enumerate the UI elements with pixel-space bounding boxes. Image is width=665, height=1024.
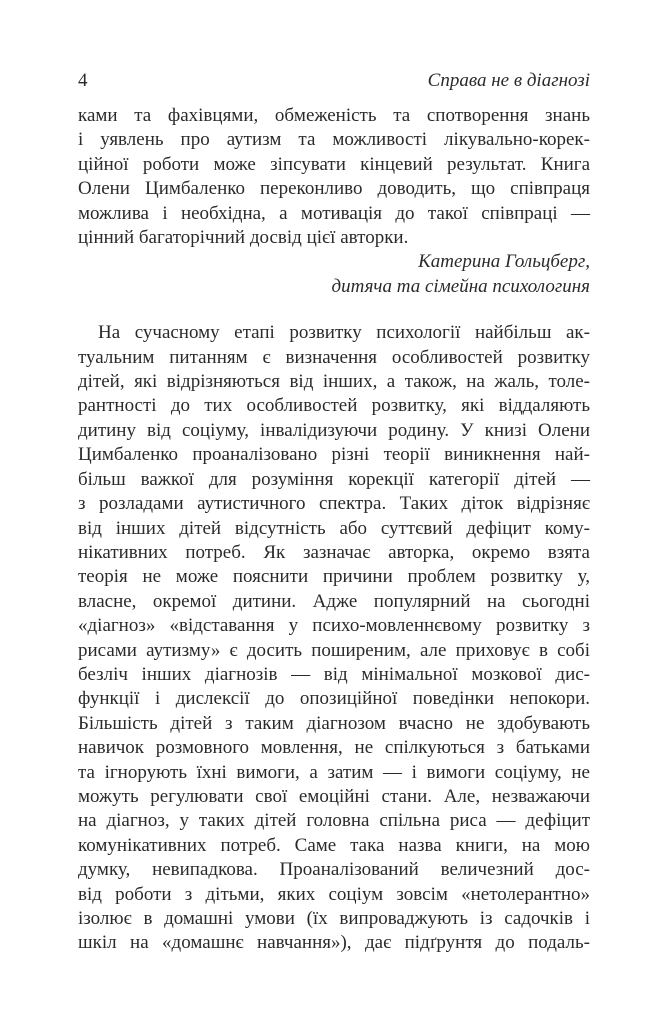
text-line: туальним питанням є визначення особливостей розвитку bbox=[78, 346, 590, 368]
text-line: власне, окремої дитини. Адже популярний на сьогодні bbox=[78, 590, 590, 612]
attribution bbox=[78, 250, 590, 299]
text-line: рисами аутизму» є досить поширеним, але приховує в собі bbox=[78, 639, 590, 661]
text-line: функції і дислексії до опозиційної поведінки непокори. bbox=[78, 688, 590, 710]
text-line: і уявлень про аутизм та можливості лікувально-корек- bbox=[78, 129, 590, 151]
text-line: Цимбаленко проаналізовано різні теорії виникнення най- bbox=[78, 444, 590, 466]
text-line: дітей, які відрізняються від інших, а також, на жаль, толе- bbox=[78, 371, 590, 393]
text-line: ційної роботи може зіпсувати кінцевий результат. Книга bbox=[78, 153, 590, 175]
text-line: цінний багаторічний досвід цієї авторки. bbox=[78, 227, 409, 249]
page-body-text bbox=[78, 104, 590, 956]
text-line: Більшість дітей з таким діагнозом вчасно не здобувають bbox=[78, 712, 590, 734]
text-line: можлива і необхідна, а мотивація до такої співпраці — bbox=[78, 202, 590, 224]
page-header bbox=[78, 70, 590, 92]
paragraph bbox=[78, 321, 590, 956]
text-line: ізолює в домашні умови (їх випроваджують із садочків і bbox=[78, 908, 590, 929]
page-number: 4 bbox=[78, 70, 88, 91]
text-line: нікативних потреб. Як зазначає авторка, окремо взята bbox=[78, 541, 590, 563]
text-line: теорія не може пояснити причини проблем розвитку у, bbox=[78, 566, 590, 588]
attribution-line: дитяча та сімейна психологиня bbox=[331, 275, 590, 297]
text-line: думку, невипадкова. Проаналізований величезний дос- bbox=[78, 859, 590, 881]
paragraph bbox=[78, 104, 590, 250]
text-line: На сучасному етапі розвитку психології найбільш ак- bbox=[98, 322, 590, 344]
text-line: рантності до тих особливостей розвитку, які віддаляють bbox=[78, 395, 590, 417]
text-line: комунікативних потреб. Саме така назва книги, на мою bbox=[78, 834, 590, 856]
text-line: від інших дітей відсутність або суттєвий дефіцит кому- bbox=[78, 517, 590, 539]
text-line: з розладами аутистичного спектра. Таких діток відрізняє bbox=[78, 493, 590, 515]
text-line: ками та фахівцями, обмеженість та спотворення знань bbox=[78, 105, 590, 126]
attribution-line: Катерина Гольцберг, bbox=[418, 251, 590, 273]
text-line: більш важкої для розуміння корекції категорії дітей — bbox=[78, 468, 590, 490]
text-line: від роботи з дітьми, яких соціум зовсім «нетолерантно» bbox=[78, 883, 590, 905]
text-line: дитину від соціуму, інвалідизуючи родину. У книзі Олени bbox=[78, 419, 590, 441]
text-line: шкіл на «домашнє навчання»), дає підґрунтя до подаль- bbox=[78, 932, 590, 954]
text-line: безліч інших діагнозів — від мінімальної мозкової дис- bbox=[78, 663, 590, 685]
text-line: та ігнорують їхні вимоги, а затим — і вимоги соціуму, не bbox=[78, 761, 590, 783]
text-line: Олени Цимбаленко переконливо доводить, що співпраця bbox=[78, 178, 590, 200]
text-line: на діагноз, у таких дітей головна спільна риса — дефіцит bbox=[78, 810, 590, 832]
running-title: Справа не в діагнозі bbox=[427, 70, 590, 91]
text-line: навичок розмовного мовлення, не спілкуються з батьками bbox=[78, 737, 590, 759]
text-line: можуть регулювати свої емоційні стани. Але, незважаючи bbox=[78, 785, 590, 807]
text-line: «діагноз» «відставання у психо-мовленнєвому розвитку з bbox=[78, 615, 590, 637]
